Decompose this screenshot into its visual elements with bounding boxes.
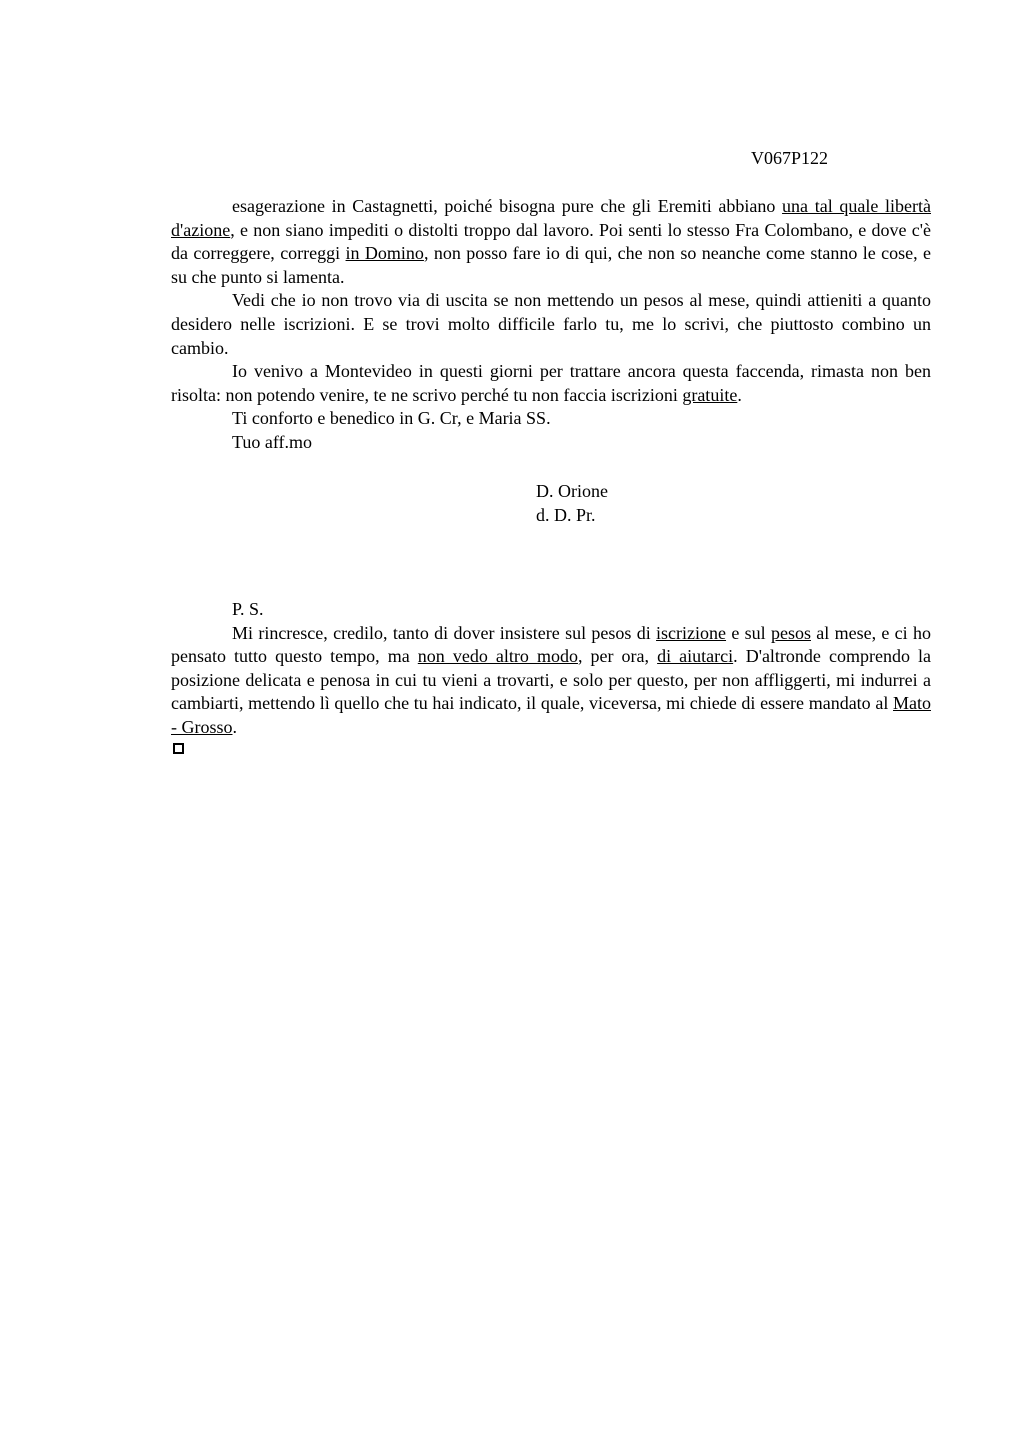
paragraph-4 [171,407,931,431]
signature-block [536,480,608,527]
signature-name: D. Orione [536,481,608,501]
paragraph-5 [171,431,931,455]
postscript-seg-8: . D'altronde comprendo la posizione delicata e penosa in cui tu vieni a trovarti, e solo per questo, per non affliggerti, mi indurrei a cambiarti, mettendo lì quello che tu hai indicato, il quale, viceversa, mi chiede di essere mandato al [171,646,932,714]
paragraph-5-seg-0: Tuo aff.mo [232,431,313,452]
postscript-seg-9-underlined: Mato - Grosso [171,693,931,737]
postscript-seg-5-underlined: non vedo altro modo [417,646,578,667]
postscript-seg-7-underlined: di aiutarci [657,646,734,667]
signature-title: d. D. Pr. [536,504,596,525]
paragraph-1-seg-3-underlined: in Domino [345,243,424,264]
postscript-seg-2: e sul [726,622,771,643]
postscript-seg-6: , per ora, [577,646,658,667]
page-code: V067P122 [751,148,829,168]
paragraph-1-seg-4: , non posso fare io di qui, che non so neanche come stanno le cose, e su che punto si lamenta. [171,243,931,287]
postscript-seg-10: . [232,716,237,737]
paragraph-2 [171,289,931,360]
paragraph-1-seg-2: , e non siano impediti o distolti troppo dal lavoro. Poi senti lo stesso Fra Colombano, e dove c'è da correggere, correggi [171,219,931,264]
postscript [171,598,931,740]
postscript-seg-0: Mi rincresce, credilo, tanto di dover insistere sul pesos di [232,622,657,643]
postscript-seg-3-underlined: pesos [770,622,811,643]
paragraph-1-seg-1-underlined: una tal quale libertà d'azione [171,196,931,240]
paragraph-4-seg-0: Ti conforto e benedico in G. Cr, e Maria SS. [232,408,551,429]
postscript-body [171,622,931,740]
letter-body [171,195,931,455]
postscript-label: P. S. [232,599,264,619]
paragraph-2-seg-0: Vedi che io non trovo via di uscita se non mettendo un pesos al mese, quindi attieniti a quanto desidero nelle iscrizioni. E se trovi molto difficile farlo tu, me lo scrivi, che piuttosto combino un cambio. [171,290,931,358]
paragraph-3-seg-0: Io venivo a Montevideo in questi giorni per trattare ancora questa faccenda, rimasta non ben risolta: non potendo venire, te ne scrivo perché tu non faccia iscrizioni [171,361,931,405]
paragraph-3 [171,360,931,407]
paragraph-1 [171,195,931,289]
paragraph-3-seg-2: . [737,384,742,405]
paragraph-3-seg-1-underlined: gratuite [682,384,738,405]
postscript-seg-1-underlined: iscrizione [656,622,727,643]
square-outline-icon [173,743,184,754]
postscript-seg-4: al mese, e ci ho pensato tutto questo tempo, ma [171,622,931,667]
paragraph-1-seg-0: esagerazione in Castagnetti, poiché bisogna pure che gli Eremiti abbiano [232,196,783,216]
